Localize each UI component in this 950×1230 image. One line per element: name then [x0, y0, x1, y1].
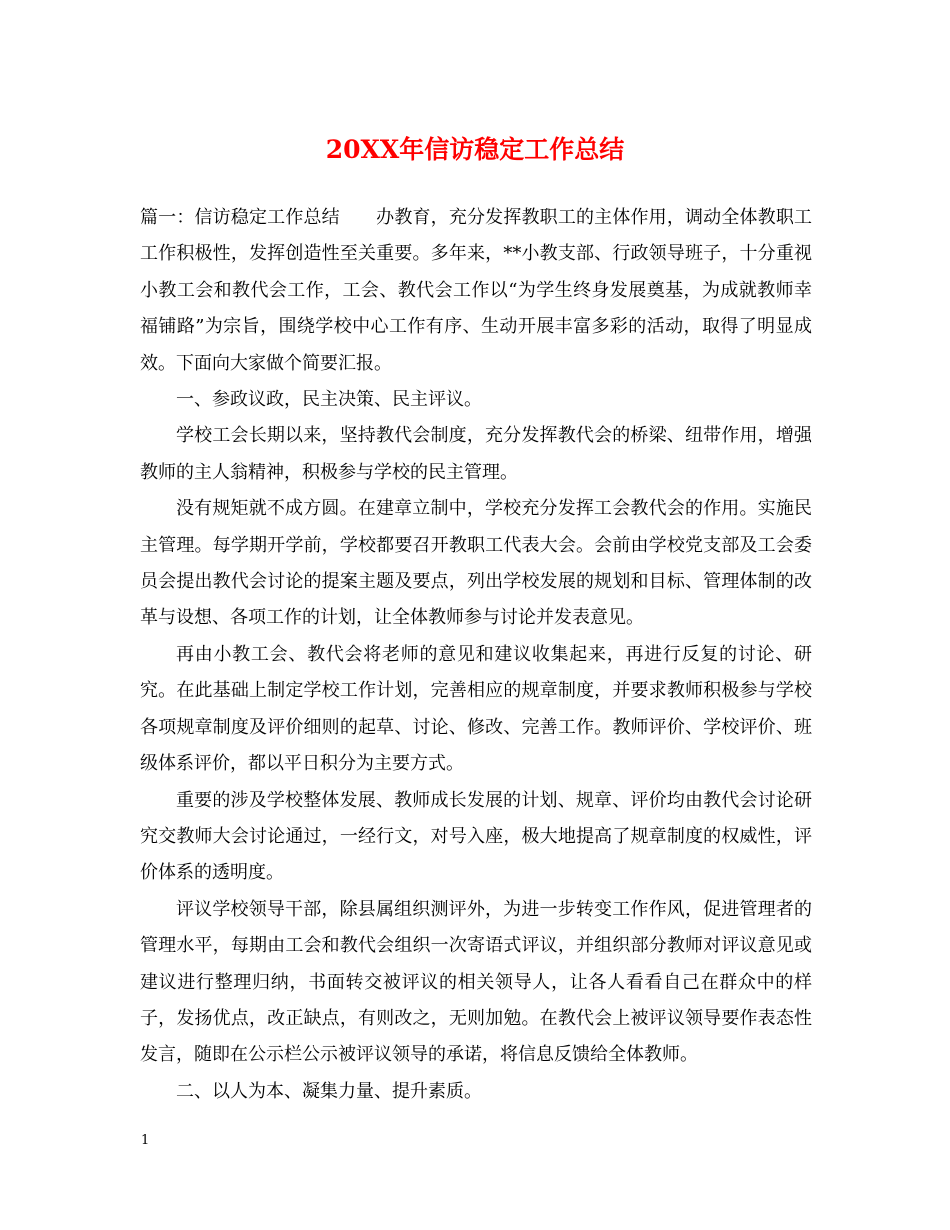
section-heading-1: 一、参政议政，民主决策、民主评议。	[176, 389, 482, 411]
paragraph: 重要的涉及学校整体发展、教师成长发展的计划、规章、评价均由教代会讨论研究交教师大会讨论通过，一经行文，对号入座，极大地提高了规章制度的权威性，评价体系的透明度。	[140, 789, 812, 884]
paragraph: 再由小教工会、教代会将老师的意见和建议收集起来，再进行反复的讨论、研究。在此基础上制定学校工作计划，完善相应的规章制度，并要求教师积极参与学校各项规章制度及评价细则的起草、讨论、修改、完善工作。教师评价、学校评价、班级体系评价，都以平日积分为主要方式。	[140, 643, 812, 775]
paragraph-intro: 篇一：信访稳定工作总结 办教育，充分发挥教职工的主体作用，调动全体教职工工作积极性，发挥创造性至关重要。多年来，**小教支部、行政领导班子，十分重视小教工会和教代会工作，工会、教代会工作以“为学生终身发展奠基，为成就教师幸福铺路”为宗旨，围绕学校中心工作有序、生动开展丰富多彩的活动，取得了明显成效。下面向大家做个简要汇报。	[140, 207, 812, 374]
paragraph: 评议学校领导干部，除县属组织测评外，为进一步转变工作作风，促进管理者的管理水平，每期由工会和教代会组织一次寄语式评议，并组织部分教师对评议意见或建议进行整理归纳，书面转交被评议的相关领导人，让各人看看自己在群众中的样子，发扬优点，改正缺点，有则改之，无则加勉。在教代会上被评议领导要作表态性发言，随即在公示栏公示被评议领导的承诺，将信息反馈给全体教师。	[140, 898, 812, 1066]
document-body	[140, 200, 812, 1110]
paragraph: 没有规矩就不成方圆。在建章立制中，学校充分发挥工会教代会的作用。实施民主管理。每学期开学前，学校都要召开教职工代表大会。会前由学校党支部及工会委员会提出教代会讨论的提案主题及要点，列出学校发展的规划和目标、管理体制的改革与设想、各项工作的计划，让全体教师参与讨论并发表意见。	[140, 498, 812, 629]
page-number: 1	[141, 1133, 150, 1148]
section-heading-2: 二、以人为本、凝集力量、提升素质。	[176, 1080, 482, 1102]
paragraph: 学校工会长期以来，坚持教代会制度，充分发挥教代会的桥梁、纽带作用，增强教师的主人翁精神，积极参与学校的民主管理。	[140, 425, 812, 483]
document-title: 20XX年信访稳定工作总结	[325, 135, 625, 164]
